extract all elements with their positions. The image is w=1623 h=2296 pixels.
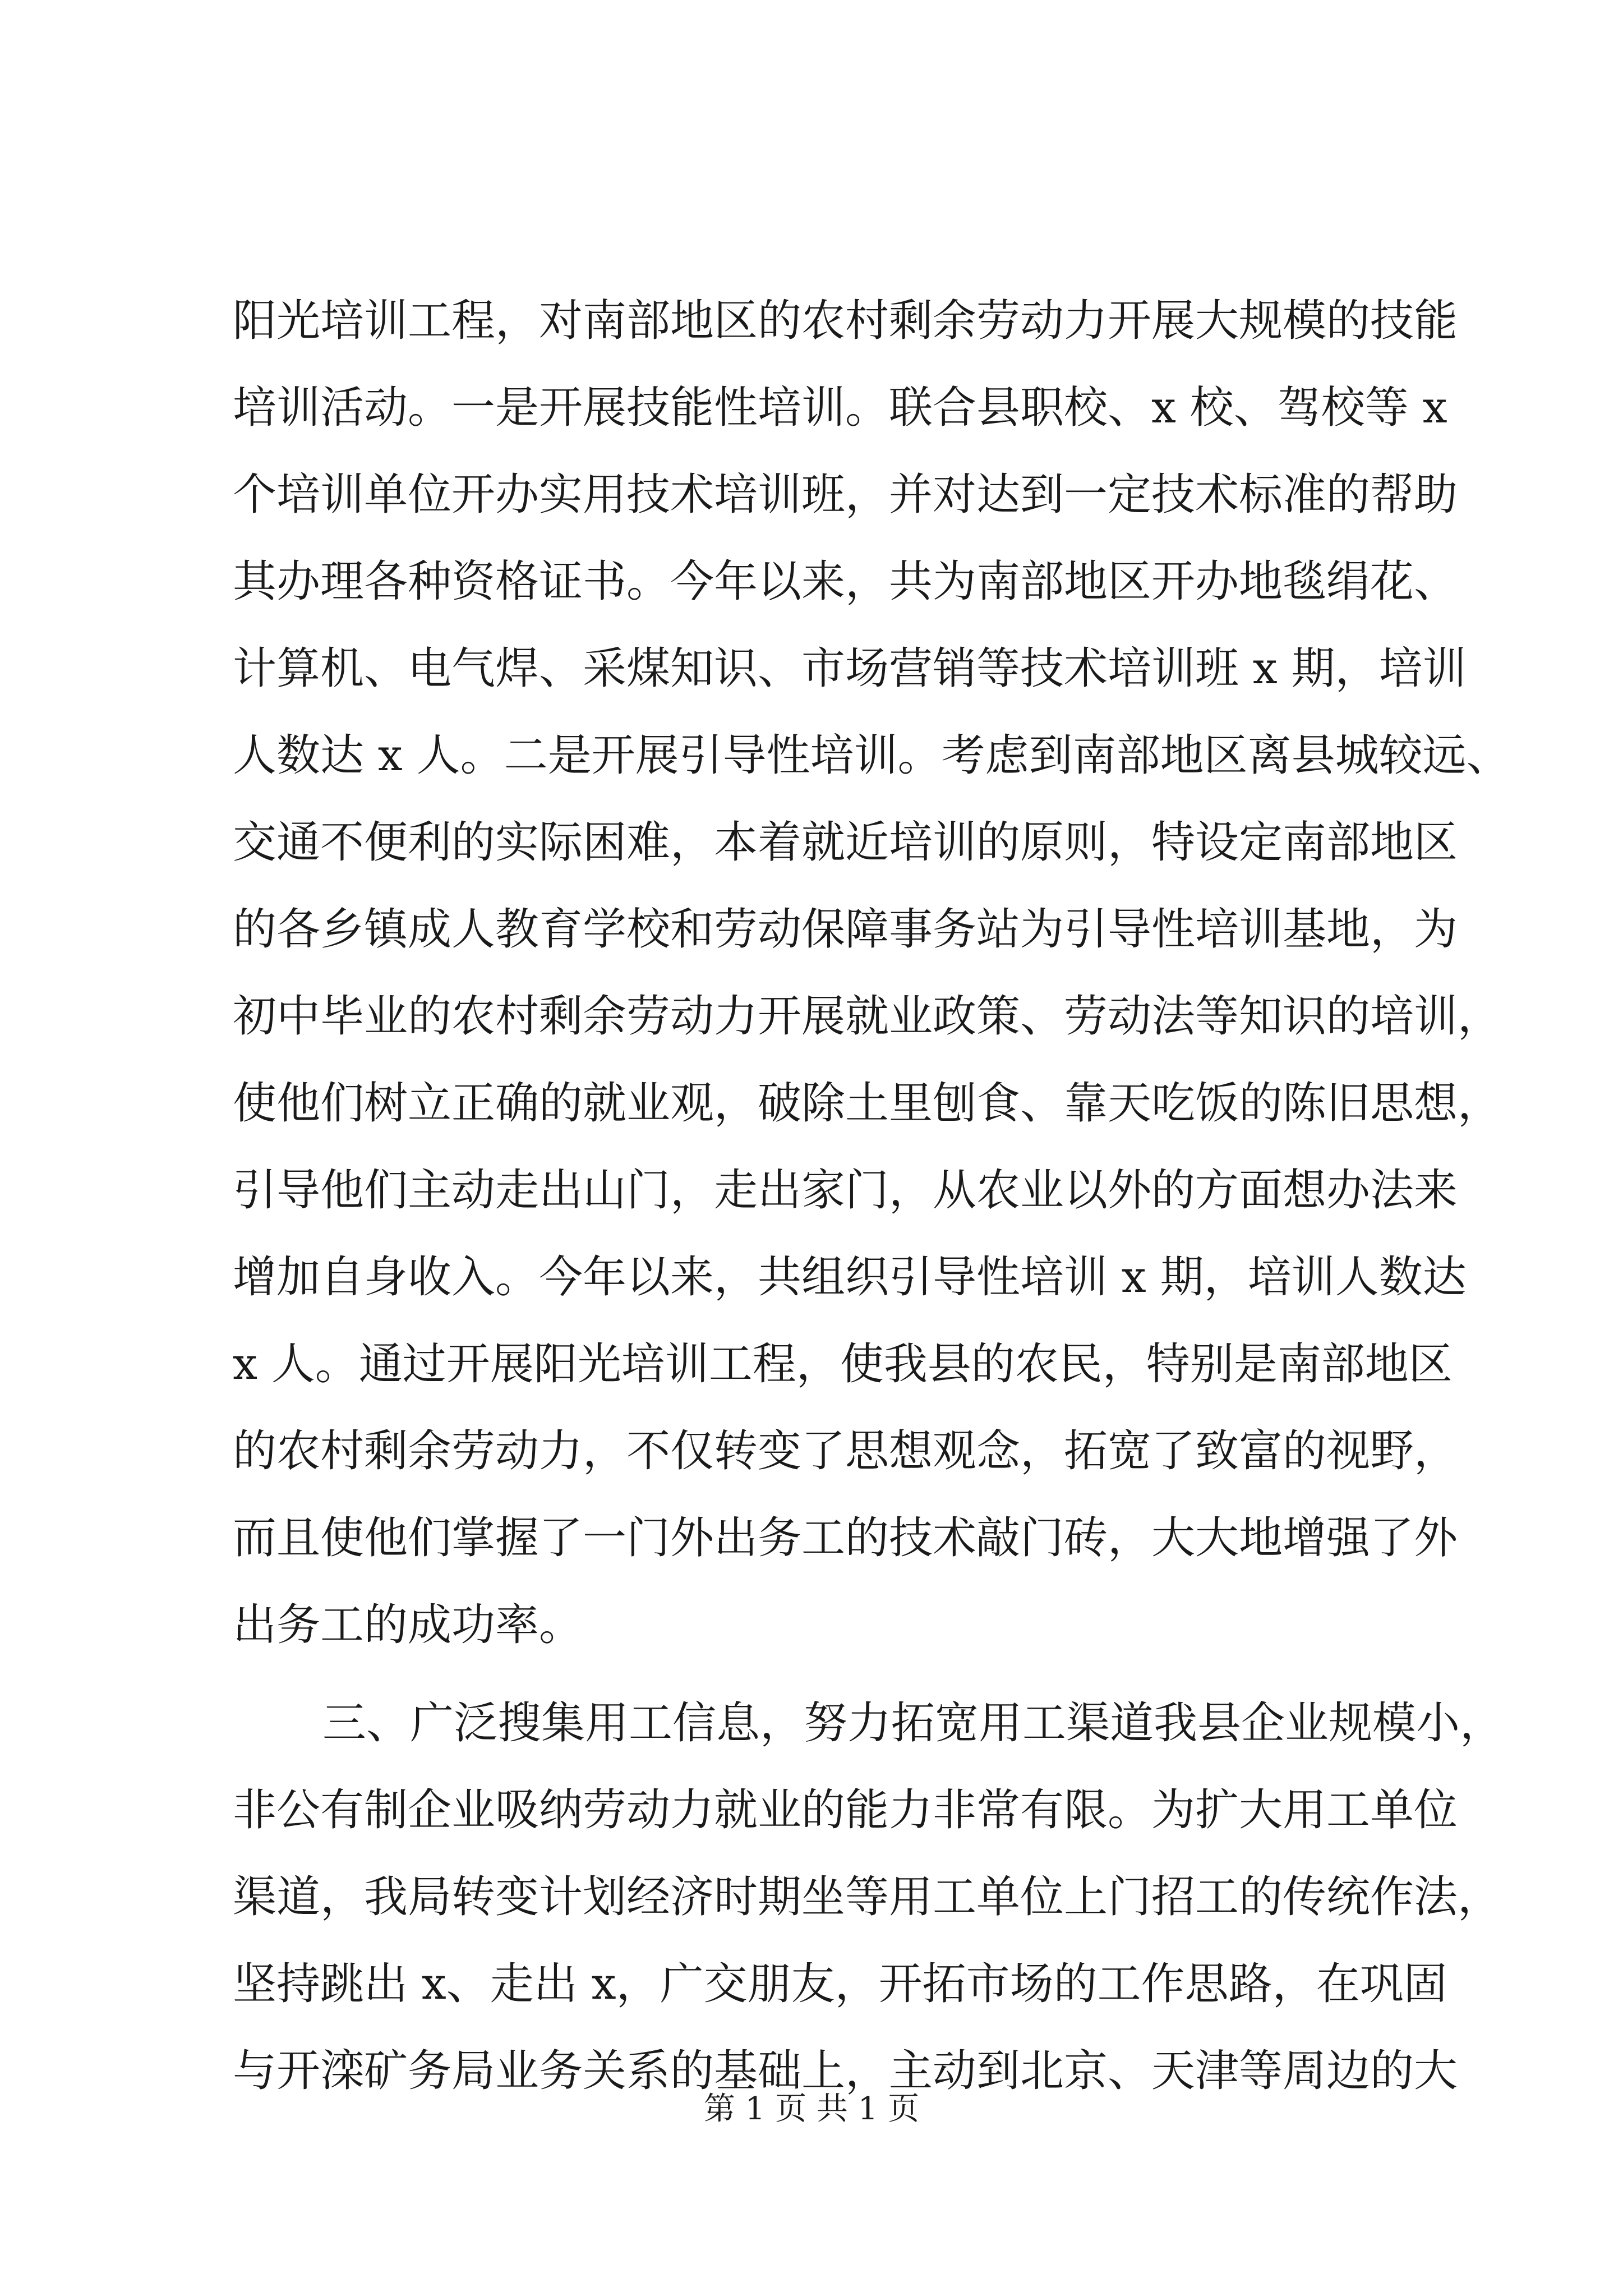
text-line: 增加自身收入。今年以来，共组织引导性培训 x 期，培训人数达 — [233, 1252, 1467, 1303]
document-body — [233, 278, 1510, 2115]
text-line: 的农村剩余劳动力，不仅转变了思想观念，拓宽了致富的视野， — [233, 1426, 1458, 1476]
text-line: 引导他们主动走出山门，走出家门，从农业以外的方面想办法来 — [233, 1165, 1458, 1216]
page-number-footer: 第 1 页 共 1 页 — [703, 2091, 920, 2127]
text-line: 人数达 x 人。二是开展引导性培训。考虑到南部地区离县城较远、 — [233, 730, 1510, 781]
text-line: 坚持跳出 x、走出 x，广交朋友，开拓市场的工作思路，在巩固 — [233, 1959, 1447, 2009]
text-line: 而且使他们掌握了一门外出务工的技术敲门砖，大大地增强了外 — [233, 1513, 1458, 1563]
text-line: 阳光培训工程，对南部地区的农村剩余劳动力开展大规模的技能 — [233, 296, 1458, 346]
text-line: 计算机、电气焊、采煤知识、市场营销等技术培训班 x 期，培训 — [233, 643, 1467, 694]
paragraph-1 — [233, 278, 1510, 1669]
text-line: 个培训单位开办实用技术培训班，并对达到一定技术标准的帮助 — [233, 470, 1458, 520]
text-line: 出务工的成功率。 — [233, 1600, 583, 1650]
text-line: 的各乡镇成人教育学校和劳动保障事务站为引导性培训基地，为 — [233, 904, 1458, 955]
text-line: 培训活动。一是开展技能性培训。联合县职校、x 校、驾校等 x — [233, 383, 1447, 433]
paragraph-spacer — [233, 1669, 1422, 1680]
text-line: 非公有制企业吸纳劳动力就业的能力非常有限。为扩大用工单位 — [233, 1785, 1458, 1835]
text-line: x 人。通过开展阳光培训工程，使我县的农民，特别是南部地区 — [233, 1339, 1453, 1389]
text-line: 初中毕业的农村剩余劳动力开展就业政策、劳动法等知识的培训， — [233, 991, 1502, 1042]
text-line: 与开滦矿务局业务关系的基础上，主动到北京、天津等周边的大 — [233, 2046, 1458, 2096]
text-line: 三、广泛搜集用工信息，努力拓宽用工渠道我县企业规模小， — [322, 1698, 1504, 1749]
text-line: 使他们树立正确的就业观，破除土里刨食、靠天吃饭的陈旧思想， — [233, 1078, 1502, 1129]
text-line: 交通不便利的实际困难，本着就近培训的原则，特设定南部地区 — [233, 817, 1458, 868]
text-line: 渠道，我局转变计划经济时期坐等用工单位上门招工的传统作法， — [233, 1872, 1502, 1922]
paragraph-2 — [233, 1680, 1504, 2115]
text-line: 其办理各种资格证书。今年以来，共为南部地区开办地毯绢花、 — [233, 556, 1458, 607]
